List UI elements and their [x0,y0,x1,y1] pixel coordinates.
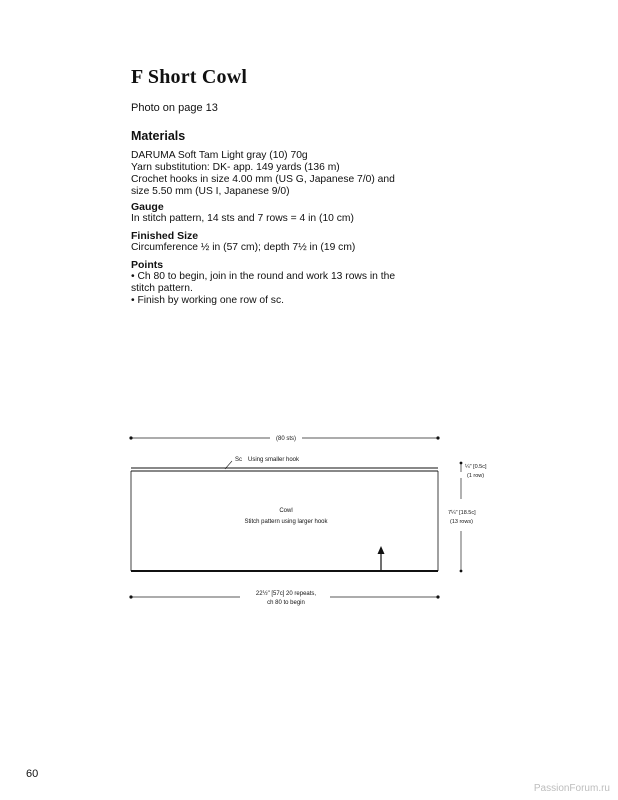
materials-line: size 5.50 mm (US I, Japanese 9/0) [131,186,290,197]
height-dimension [448,462,487,573]
page-title: F Short Cowl [131,66,248,88]
finished-size-heading: Finished Size [131,230,199,242]
materials-line: Yarn substitution: DK- app. 149 yards (136 m) [131,162,340,173]
page-number: 60 [26,768,39,780]
border-height-label: ¼" [0.5c] [465,464,487,470]
border-rows-label: (1 row) [467,473,485,479]
sc-callout [225,457,300,469]
gauge-text: In stitch pattern, 14 sts and 7 rows = 4 in (10 cm) [131,213,354,224]
finished-size-text: Circumference ½ in (57 cm); depth 7½ in (19 cm) [131,242,356,253]
cowl-note: Stitch pattern using larger hook [244,519,328,525]
direction-arrow-icon [378,546,385,571]
materials-line: DARUMA Soft Tam Light gray (10) 70g [131,150,308,161]
points-line: • Ch 80 to begin, join in the round and work 13 rows in the [131,271,396,282]
bottom-width-label: 22½" [57c] 20 repeats, [255,591,317,597]
sc-label: Sc [235,457,243,463]
points-line: • Finish by working one row of sc. [131,295,284,306]
materials-heading: Materials [131,129,186,143]
materials-line: Crochet hooks in size 4.00 mm (US G, Japanese 7/0) and [131,174,395,185]
bottom-begin-label: ch 80 to begin [267,600,305,606]
points-heading: Points [131,259,164,271]
body-rows-label: (13 rows) [450,519,473,525]
watermark: PassionForum.ru [533,783,610,794]
sc-note: Using smaller hook [248,457,300,463]
body-height-label: 7¼" [18.5c] [448,510,476,516]
points-line: stitch pattern. [131,283,193,294]
cowl-label: Cowl [279,508,293,514]
top-width-dimension [129,436,439,442]
gauge-heading: Gauge [131,201,164,213]
photo-reference: Photo on page 13 [131,102,218,114]
top-width-label: (80 sts) [275,436,297,442]
bottom-width-dimension [129,590,439,606]
